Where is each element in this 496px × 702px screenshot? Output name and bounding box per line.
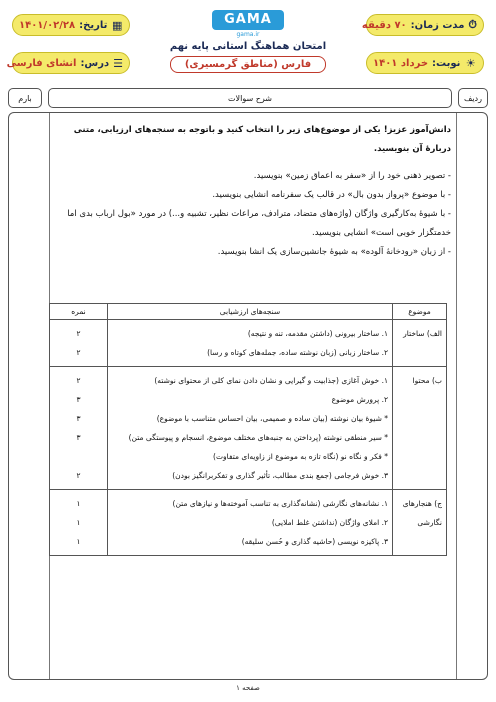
rubric-scores xyxy=(50,320,108,367)
questions-box xyxy=(8,112,488,680)
topic-option: - با موضوع «پرواز بدون بال» در قالب یک سفرنامه انشایی بنویسید. xyxy=(212,190,451,200)
criterion-score: ۱ xyxy=(76,499,81,508)
criterion: ۱. نشانه‌های نگارشی (نشانه‌گذاری به تناسب آموخته‌ها و نیازهای متن) xyxy=(172,499,388,508)
criterion-score: ۲ xyxy=(76,348,81,357)
criterion-score: ۲ xyxy=(76,329,81,338)
date-value: ۱۴۰۱/۰۲/۲۸ xyxy=(19,19,76,31)
criterion-score: ۱ xyxy=(76,518,81,527)
title-block xyxy=(144,10,352,78)
rubric-topic-header: موضوع xyxy=(393,304,447,320)
criterion: ۲. املای واژگان (نداشتن غلط املایی) xyxy=(271,518,388,527)
rubric-topic: ج) هنجارهای نگارشی xyxy=(393,490,447,556)
rubric-topic: ب) محتوا xyxy=(393,367,447,490)
question-text xyxy=(51,121,451,262)
criterion: * فکر و نگاه نو (نگاه تازه به موضوع از زاویه‌ای متفاوت) xyxy=(213,452,388,461)
description-header: شرح سوالات xyxy=(48,88,452,108)
rubric-header-row xyxy=(50,304,447,320)
exam-title: امتحان هماهنگ استانی پایه نهم xyxy=(169,41,327,52)
rubric-criteria-header: سنجه‌های ارزشیابی xyxy=(108,304,393,320)
rubric-row-norms xyxy=(50,490,447,556)
criterion: ۱. خوش آغازی (جذابیت و گیرایی و نشان دادن نمای کلی از محتوای نوشته) xyxy=(154,376,388,385)
rubric-score-header: نمره xyxy=(50,304,108,320)
gama-logo-sub: gama.ir xyxy=(236,31,260,38)
criterion: ۲. پرورش موضوع xyxy=(331,395,388,404)
rubric-row-structure xyxy=(50,320,447,367)
criterion-score: ۳ xyxy=(76,395,81,404)
criterion: ۲. ساختار زبانی (زبان نوشته ساده، جمله‌های کوتاه و رسا) xyxy=(207,348,388,357)
score-header: بارم xyxy=(8,88,42,108)
page-number: صفحه ۱ xyxy=(236,684,260,692)
rubric-criteria xyxy=(108,490,393,556)
question-intro: دانش‌آموز عزیز! یکی از موضوع‌های زیر را انتخاب کنید و باتوجه به سنجه‌های ارزیابی، متنی دربارهٔ آن بنویسید. xyxy=(73,125,451,154)
criterion-score: ۳ xyxy=(76,414,81,423)
subject-pill xyxy=(6,52,130,74)
rubric-criteria xyxy=(108,320,393,367)
topic-option: - با شیوهٔ به‌کارگیری واژگان (واژه‌های متضاد، مترادف، مراعات نظیر، تشبیه و...) در مورد «بول ارباب بدی اما خدمتگزار خوبی است» انشایی بنویسید. xyxy=(67,209,451,238)
exam-subtitle: فارس (مناطق گرمسیری) xyxy=(170,56,326,73)
date-label: تاریخ: xyxy=(79,19,108,31)
criterion-score xyxy=(54,447,103,466)
rubric-table xyxy=(49,303,447,556)
duration-value: ۷۰ دقیقه xyxy=(361,19,407,31)
row-header: ردیف xyxy=(458,88,488,108)
criterion-score: ۲ xyxy=(76,376,81,385)
subject-label: درس: xyxy=(80,57,110,69)
subject-value: انشای فارسی xyxy=(6,57,77,69)
rubric-scores xyxy=(50,367,108,490)
criterion-score: ۲ xyxy=(76,471,81,480)
criterion: ۱. ساختار بیرونی (داشتن مقدمه، تنه و نتیجه) xyxy=(247,329,388,338)
rubric-scores xyxy=(50,490,108,556)
criterion: ۳. پاکیزه نویسی (حاشیه گذاری و حُسن سلیقه) xyxy=(241,537,388,546)
term-label: نوبت: xyxy=(432,57,461,69)
criterion-score: ۳ xyxy=(76,433,81,442)
criterion: * سیر منطقی نوشته (پرداختن به جنبه‌های مختلف موضوع، انسجام و پیوستگی متن) xyxy=(128,433,388,442)
clock-icon: ⏱ xyxy=(468,18,477,31)
rubric-topic: الف) ساختار xyxy=(393,320,447,367)
criterion: ۳. خوش فرجامی (جمع بندی مطالب، تأثیر گذاری و تفکربرانگیز بودن) xyxy=(172,471,388,480)
rubric-criteria xyxy=(108,367,393,490)
duration-label: مدت زمان: xyxy=(410,19,465,31)
term-pill xyxy=(366,52,484,74)
sun-icon: ☀ xyxy=(465,56,476,70)
books-icon: ☰ xyxy=(113,56,123,70)
gama-logo: GAMA xyxy=(212,10,284,30)
duration-pill xyxy=(361,14,484,36)
exam-header xyxy=(6,6,490,78)
calendar-icon: ▦ xyxy=(111,18,123,32)
row-column-divider xyxy=(456,113,457,679)
criterion: * شیوهٔ بیان نوشته (بیان ساده و صمیمی، بیان احساس متناسب با موضوع) xyxy=(156,414,388,423)
questions-header xyxy=(8,88,488,108)
term-value: خرداد ۱۴۰۱ xyxy=(373,57,429,69)
criterion-score: ۱ xyxy=(76,537,81,546)
rubric-row-content xyxy=(50,367,447,490)
topic-option: - از زبان «رودخانهٔ آلوده» به شیوهٔ جانشین‌سازی یک انشا بنویسید. xyxy=(217,247,451,257)
topic-option: - تصویر ذهنی خود را از «سفر به اعماق زمین» بنویسید. xyxy=(253,171,451,181)
date-pill xyxy=(12,14,130,36)
